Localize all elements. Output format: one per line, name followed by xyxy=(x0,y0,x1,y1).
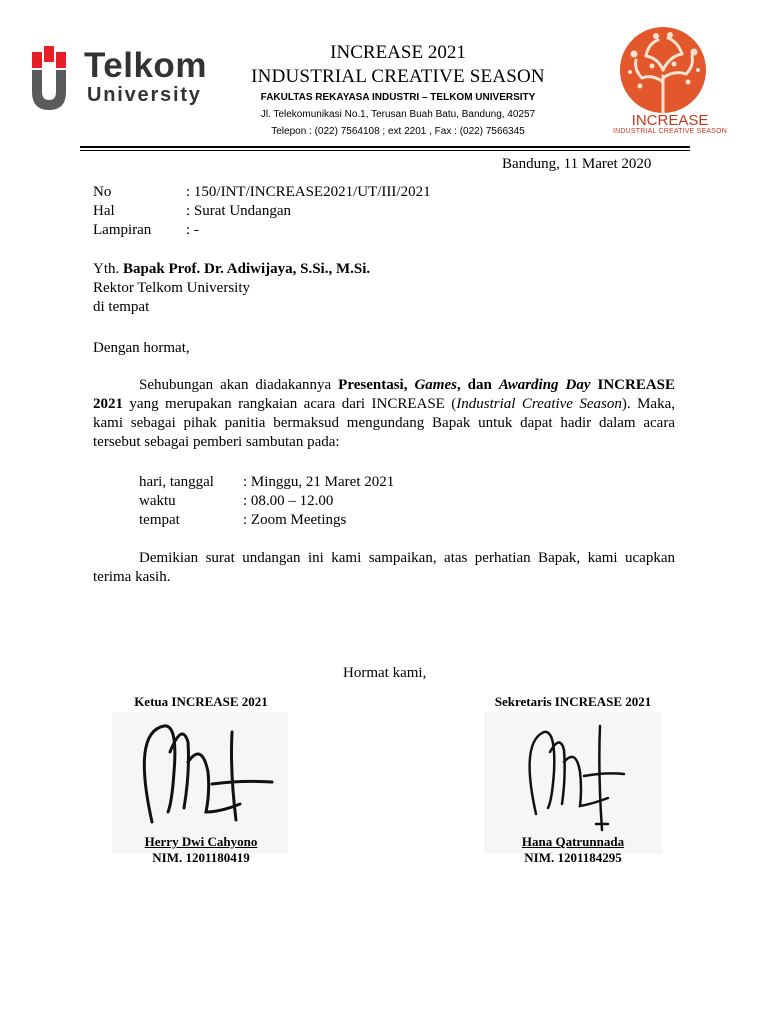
salutation: Dengan hormat, xyxy=(93,340,190,356)
para-bold-3: INCREASE 2021 xyxy=(93,377,675,412)
header-divider-thin xyxy=(80,150,690,151)
recipient-prefix: Yth. xyxy=(93,261,123,277)
event-value-place: : Zoom Meetings xyxy=(243,512,347,528)
signatory-1-name: Herry Dwi Cahyono xyxy=(144,834,258,849)
regards: Hormat kami, xyxy=(343,665,427,681)
event-subtitle: INDUSTRIAL CREATIVE SEASON xyxy=(251,66,545,87)
faculty-line: FAKULTAS REKAYASA INDUSTRI – TELKOM UNIVERSITY xyxy=(260,92,536,103)
body-paragraph xyxy=(93,376,675,452)
recipient-name: Bapak Prof. Dr. Adiwijaya, S.Si., M.Si. xyxy=(123,261,371,277)
meta-label-hal: Hal xyxy=(93,203,115,219)
meta-label-lampiran: Lampiran xyxy=(93,222,152,238)
event-label-time: waktu xyxy=(139,493,176,509)
signatory-2-nim: NIM. 1201184295 xyxy=(524,850,622,865)
event-label-place: tempat xyxy=(139,512,180,528)
para-text-2: yang merupakan rangkaian acara dari INCREASE ( xyxy=(123,396,457,412)
para-bold-italic-2: Awarding Day xyxy=(498,377,591,393)
event-value-date: : Minggu, 21 Maret 2021 xyxy=(243,474,395,490)
event-title: INCREASE 2021 xyxy=(330,42,466,63)
event-label-date: hari, tanggal xyxy=(139,474,214,490)
recipient-line xyxy=(93,260,370,279)
para-text-3: ). Maka, kami sebagai pihak panitia bermaksud mengundang Bapak untuk dapat hadir dalam acara tersebut sebagai pemberi sambutan pada: xyxy=(93,396,675,450)
recipient-title: Rektor Telkom University xyxy=(93,280,250,296)
para-text-1: Sehubungan akan diadakannya xyxy=(139,377,339,393)
university-subname: University xyxy=(87,84,202,106)
header-divider-thick xyxy=(80,146,690,148)
signatory-2-title: Sekretaris INCREASE 2021 xyxy=(494,694,652,709)
meta-value-hal: : Surat Undangan xyxy=(186,203,291,219)
increase-logo-word: INCREASE xyxy=(631,112,709,129)
increase-logo-tagline: INDUSTRIAL CREATIVE SEASON xyxy=(612,128,728,135)
university-name: Telkom xyxy=(84,46,207,85)
para-bold-1: Presentasi, xyxy=(338,377,415,393)
signatory-2-name: Hana Qatrunnada xyxy=(521,834,625,849)
place-date: Bandung, 11 Maret 2020 xyxy=(502,156,652,172)
para-bold-italic-1: Games xyxy=(414,377,457,393)
meta-value-lampiran: : - xyxy=(186,222,199,238)
event-value-time: : 08.00 – 12.00 xyxy=(243,493,334,509)
address-line: Jl. Telekomunikasi No.1, Terusan Buah Batu, Bandung, 40257 xyxy=(260,109,536,120)
increase-tree-logo-icon xyxy=(612,26,714,116)
signatory-1-title: Ketua INCREASE 2021 xyxy=(134,694,268,709)
meta-value-no: : 150/INT/INCREASE2021/UT/III/2021 xyxy=(186,184,431,200)
phone-line: Telepon : (022) 7564108 ; ext 2201 , Fax : (022) 7566345 xyxy=(271,126,525,137)
recipient-place: di tempat xyxy=(93,299,150,315)
signature-1-icon xyxy=(112,712,288,840)
closing-paragraph: Demikian surat undangan ini kami sampaikan, atas perhatian Bapak, kami ucapkan terima kasih. xyxy=(93,550,675,585)
signatory-1-nim: NIM. 1201180419 xyxy=(152,850,250,865)
meta-label-no: No xyxy=(93,184,112,200)
signature-2-icon xyxy=(484,712,662,840)
para-italic-1: Industrial Creative Season xyxy=(456,396,622,412)
para-bold-2: , dan xyxy=(456,377,499,393)
